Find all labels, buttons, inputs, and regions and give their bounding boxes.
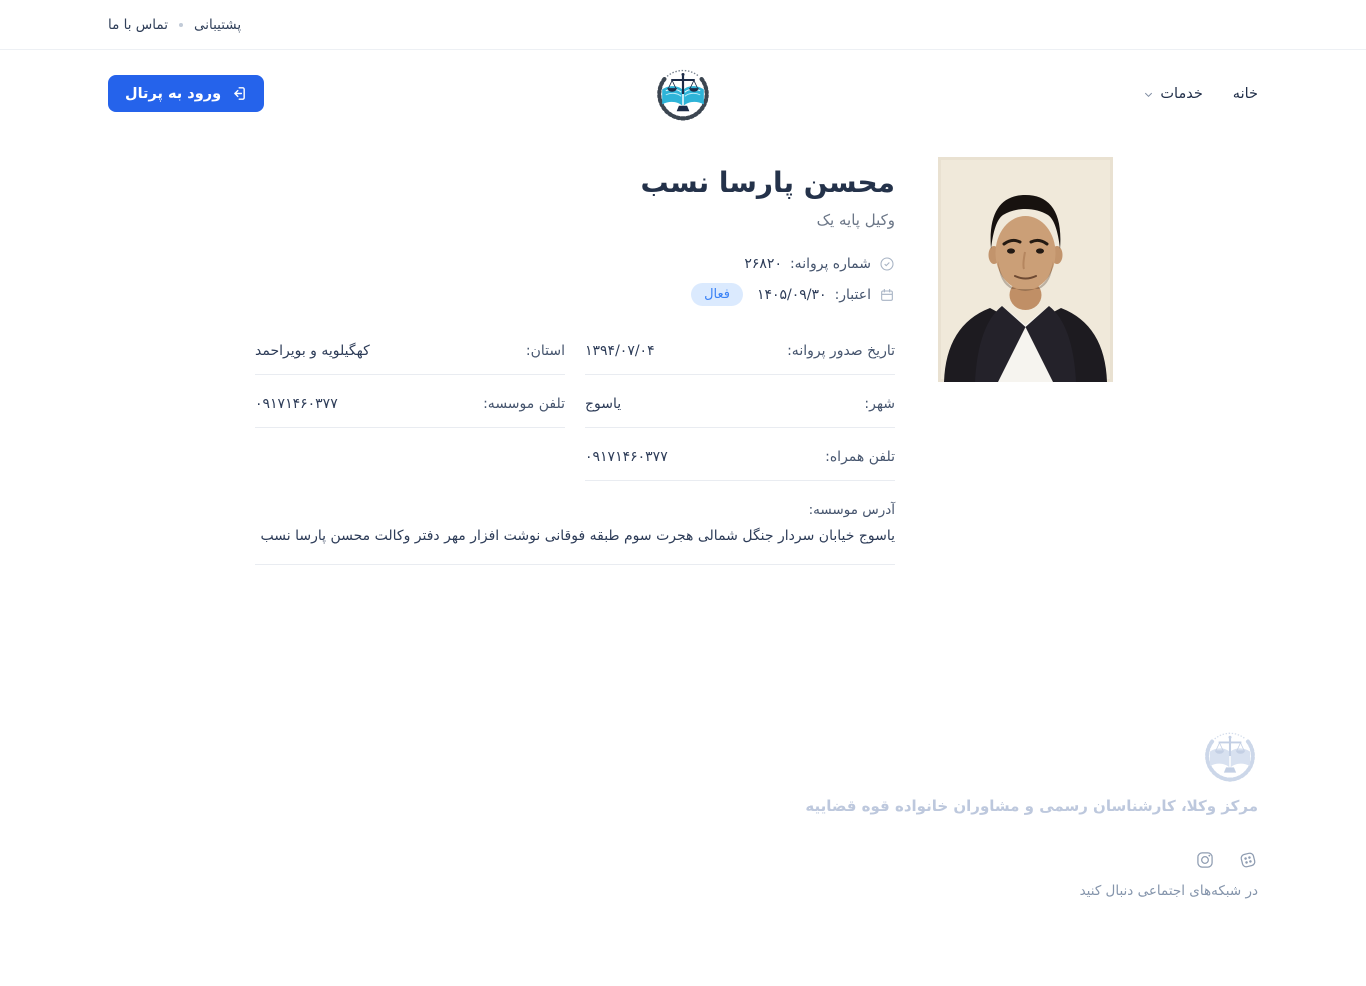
check-circle-icon [879,256,895,272]
portal-login-button[interactable] [108,75,264,112]
footer-social-caption: در شبکه‌های اجتماعی دنبال کنید [1079,883,1258,900]
footer [0,728,1366,899]
nav-services[interactable] [1143,86,1202,102]
portal-login-label: ورود به پرتال [125,85,222,102]
field-office-phone [255,396,565,428]
justice-scales-logo-pale-icon [1202,728,1258,784]
field-label: استان: [525,343,565,360]
main-nav [1143,86,1258,102]
field-mobile-phone [585,449,895,481]
calendar-icon [879,287,895,303]
license-number-label: شماره پروانه: [789,256,871,273]
status-badge: فعال [691,283,743,306]
address-label: آدرس موسسه: [808,502,895,519]
nav-services-label: خدمات [1160,85,1203,102]
validity-date: ۱۴۰۵/۰۹/۳۰ [756,286,827,303]
field-label: تاریخ صدور پروانه: [787,343,895,360]
profile-title: وکیل پایه یک [816,211,895,230]
nav-home[interactable]: خانه [1232,85,1258,102]
office-address-block [255,502,895,565]
instagram-icon[interactable] [1195,850,1215,870]
lawyer-profile-card [253,157,1113,565]
field-value: کهگیلویه و بویراحمد [255,343,370,360]
validity-row [253,283,895,306]
field-value: ۰۹۱۷۱۴۶۰۳۷۷ [585,449,668,466]
field-value: ۱۳۹۴/۰۷/۰۴ [585,343,655,360]
justice-scales-logo-icon [654,65,712,123]
login-icon [230,85,247,102]
field-city [585,396,895,428]
profile-name: محسن پارسا نسب [640,166,895,199]
separator-dot [179,23,183,27]
footer-social-icons [1195,850,1258,870]
profile-info [253,157,895,565]
field-province [255,343,565,375]
address-value: یاسوج خیابان سردار جنگل شمالی هجرت سوم طبقه فوقانی نوشت افزار مهر دفتر وکالت محسن پارسا نسب [260,528,895,545]
license-number-row [253,256,895,272]
license-number-value: ۲۶۸۲۰ [744,256,782,273]
topbar [0,0,1366,50]
field-label: تلفن موسسه: [483,396,565,413]
main-content [0,157,1366,565]
profile-photo [938,157,1113,382]
validity-label: اعتبار: [834,286,871,303]
field-label: تلفن همراه: [825,449,895,466]
footer-org-name: مرکز وکلا، کارشناسان رسمی و مشاوران خانواده قوه قضاییه [805,797,1258,816]
profile-fields-grid [253,343,895,502]
org-logo[interactable] [654,65,712,123]
footer-logo [1202,728,1258,784]
portrait-image [938,157,1113,382]
field-label: شهر: [864,396,895,413]
chevron-down-icon [1143,89,1154,100]
field-license-issue-date [585,343,895,375]
header [0,50,1366,137]
field-empty [255,449,565,481]
field-value: ۰۹۱۷۱۴۶۰۳۷۷ [255,396,338,413]
license-meta [253,256,895,306]
field-value: یاسوج [585,396,622,413]
support-link[interactable]: پشتیبانی [193,16,242,33]
bale-messenger-icon[interactable] [1238,850,1258,870]
contact-link[interactable]: تماس با ما [108,16,168,33]
